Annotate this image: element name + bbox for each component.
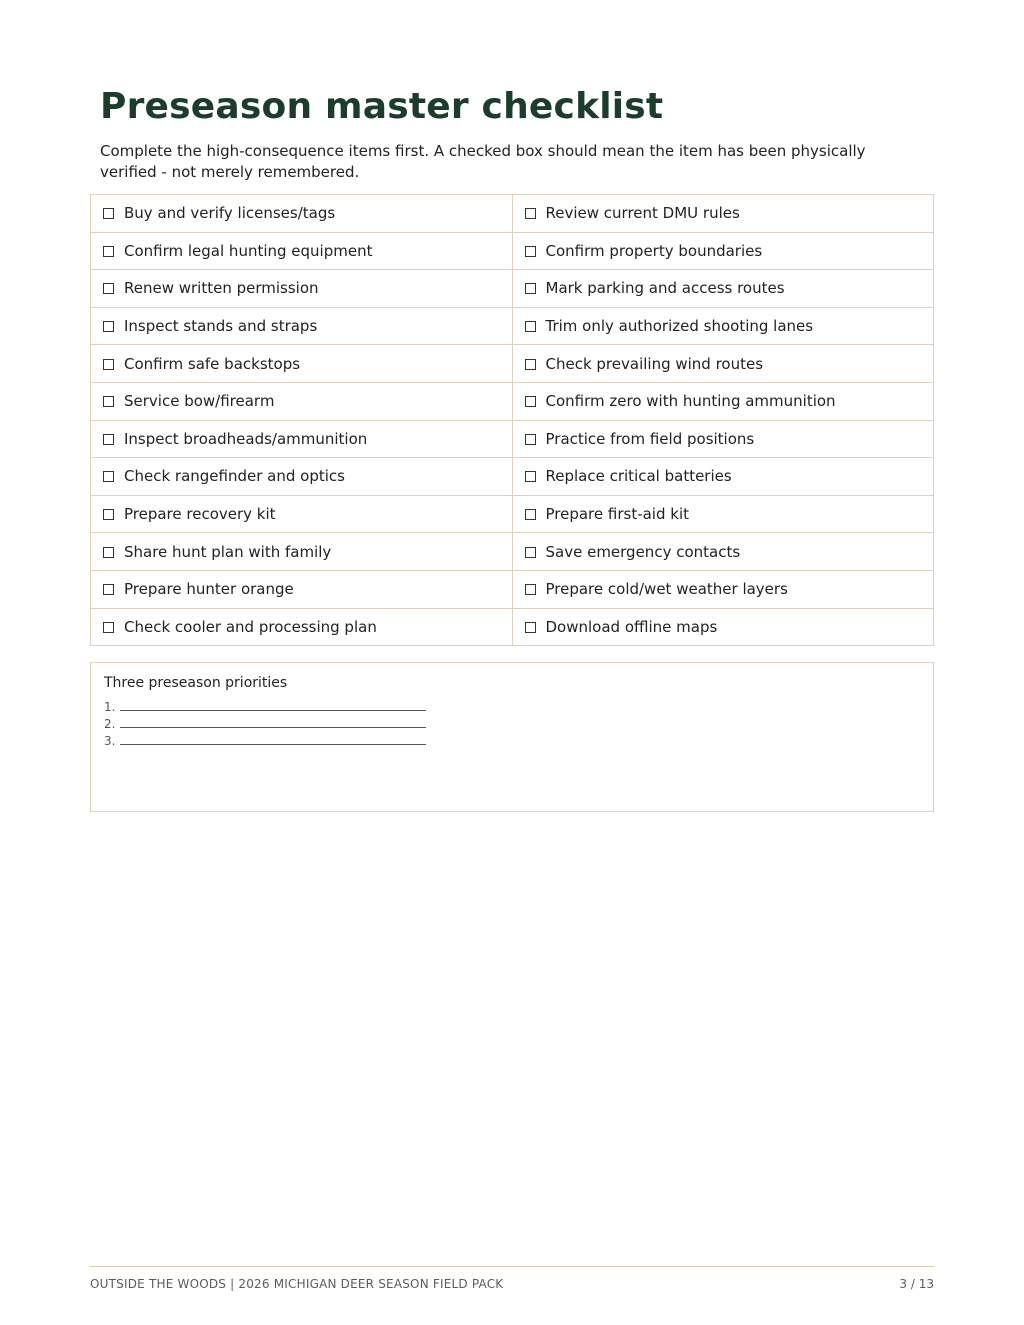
checklist-item[interactable]: [512, 195, 934, 233]
checklist-item[interactable]: [512, 307, 934, 345]
checkbox-icon[interactable]: [525, 584, 536, 595]
priority-blank[interactable]: [120, 700, 426, 711]
checklist-item-label: Prepare first-aid kit: [545, 505, 690, 524]
checklist-item[interactable]: [91, 608, 513, 646]
checklist-item-label: Share hunt plan with family: [124, 542, 332, 561]
checklist-item-label: Save emergency contacts: [545, 542, 741, 561]
checklist-item-label: Confirm property boundaries: [545, 241, 763, 260]
checkbox-icon[interactable]: [103, 283, 114, 294]
checkbox-icon[interactable]: [103, 246, 114, 257]
checklist-item-label: Renew written permission: [124, 279, 319, 298]
preseason-checklist-table: [90, 194, 934, 646]
priorities-box: [90, 662, 934, 812]
checklist-item[interactable]: [512, 533, 934, 571]
checklist-item[interactable]: [91, 232, 513, 270]
checklist-row: [91, 307, 934, 345]
checklist-item[interactable]: [91, 195, 513, 233]
checkbox-icon[interactable]: [103, 359, 114, 370]
priority-blank[interactable]: [120, 734, 426, 745]
checklist-item-label: Confirm legal hunting equipment: [124, 241, 373, 260]
priority-line-2[interactable]: [104, 717, 426, 731]
checkbox-icon[interactable]: [525, 509, 536, 520]
checkbox-icon[interactable]: [525, 396, 536, 407]
checklist-item[interactable]: [91, 382, 513, 420]
checklist-item[interactable]: [91, 345, 513, 383]
checklist-item[interactable]: [91, 270, 513, 308]
checkbox-icon[interactable]: [103, 547, 114, 558]
checklist-item-label: Confirm safe backstops: [124, 354, 301, 373]
checklist-row: [91, 533, 934, 571]
checklist-row: [91, 345, 934, 383]
checkbox-icon[interactable]: [103, 321, 114, 332]
priorities-title: Three preseason priorities: [104, 675, 288, 691]
checklist-item[interactable]: [91, 307, 513, 345]
checklist-row: [91, 195, 934, 233]
checklist-item[interactable]: [91, 495, 513, 533]
checklist-item[interactable]: [91, 570, 513, 608]
checkbox-icon[interactable]: [525, 359, 536, 370]
priority-number: 1.: [104, 700, 116, 714]
priority-number: 3.: [104, 734, 116, 748]
checklist-item[interactable]: [512, 345, 934, 383]
priority-line-3[interactable]: [104, 734, 426, 748]
checklist-item-label: Prepare recovery kit: [124, 505, 276, 524]
checklist-item-label: Prepare cold/wet weather layers: [545, 580, 788, 599]
priority-blank[interactable]: [120, 717, 426, 728]
checklist-row: [91, 232, 934, 270]
checklist-item-label: Prepare hunter orange: [124, 580, 294, 599]
checkbox-icon[interactable]: [103, 584, 114, 595]
checklist-item-label: Mark parking and access routes: [545, 279, 785, 298]
checklist-item-label: Service bow/firearm: [124, 392, 275, 411]
checklist-row: [91, 570, 934, 608]
checklist-item-label: Check cooler and processing plan: [124, 617, 377, 636]
priority-line-1[interactable]: [104, 700, 426, 714]
checkbox-icon[interactable]: [103, 208, 114, 219]
checklist-item[interactable]: [91, 458, 513, 496]
priority-number: 2.: [104, 717, 116, 731]
checklist-item-label: Confirm zero with hunting ammunition: [545, 392, 836, 411]
checklist-item-label: Buy and verify licenses/tags: [124, 204, 336, 223]
checklist-row: [91, 608, 934, 646]
checkbox-icon[interactable]: [103, 434, 114, 445]
checklist-item-label: Download offline maps: [545, 617, 718, 636]
checklist-item[interactable]: [512, 382, 934, 420]
checklist-item-label: Check prevailing wind routes: [545, 354, 764, 373]
checklist-item-label: Inspect stands and straps: [124, 317, 318, 336]
checklist-item-label: Trim only authorized shooting lanes: [545, 317, 814, 336]
checkbox-icon[interactable]: [103, 396, 114, 407]
checkbox-icon[interactable]: [103, 471, 114, 482]
checklist-row: [91, 458, 934, 496]
intro-text: Complete the high-consequence items first. A checked box should mean the item has been physically verified - not merely remembered.: [100, 142, 866, 181]
checklist-row: [91, 382, 934, 420]
footer-publication: OUTSIDE THE WOODS | 2026 MICHIGAN DEER SEASON FIELD PACK: [90, 1277, 504, 1291]
checklist-item[interactable]: [512, 420, 934, 458]
checkbox-icon[interactable]: [525, 434, 536, 445]
checklist-item-label: Check rangefinder and optics: [124, 467, 345, 486]
checklist-row: [91, 495, 934, 533]
checklist-item[interactable]: [91, 420, 513, 458]
checkbox-icon[interactable]: [525, 246, 536, 257]
checkbox-icon[interactable]: [103, 622, 114, 633]
checklist-item[interactable]: [91, 533, 513, 571]
checkbox-icon[interactable]: [525, 321, 536, 332]
checkbox-icon[interactable]: [525, 547, 536, 558]
checklist-item-label: Replace critical batteries: [545, 467, 732, 486]
checklist-item-label: Inspect broadheads/ammunition: [124, 429, 368, 448]
checklist-item-label: Practice from field positions: [545, 429, 755, 448]
page-title: Preseason master checklist: [100, 86, 664, 127]
checklist-item[interactable]: [512, 270, 934, 308]
checklist-row: [91, 270, 934, 308]
checklist-item[interactable]: [512, 608, 934, 646]
checkbox-icon[interactable]: [525, 283, 536, 294]
checkbox-icon[interactable]: [525, 471, 536, 482]
checkbox-icon[interactable]: [525, 208, 536, 219]
checklist-item[interactable]: [512, 458, 934, 496]
checklist-row: [91, 420, 934, 458]
checklist-item[interactable]: [512, 232, 934, 270]
footer-page-number: 3 / 13: [899, 1277, 934, 1291]
checklist-item[interactable]: [512, 570, 934, 608]
footer-divider: [90, 1266, 934, 1267]
checklist-item[interactable]: [512, 495, 934, 533]
checklist-item-label: Review current DMU rules: [545, 204, 740, 223]
checkbox-icon[interactable]: [103, 509, 114, 520]
checkbox-icon[interactable]: [525, 622, 536, 633]
